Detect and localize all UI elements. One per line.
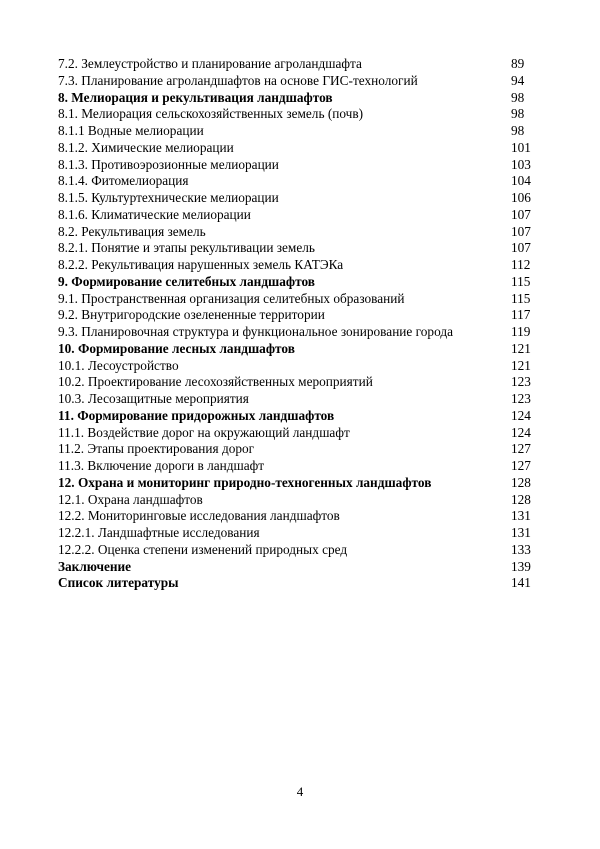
toc-entry-page: 89 [511,56,525,71]
toc-section-heading [58,341,536,358]
toc-entry-page: 101 [511,139,531,155]
toc-entry-title: Список литературы [58,575,179,591]
toc-entry [58,157,536,174]
toc-entry-title: 10.1. Лесоустройство [58,357,179,373]
toc-entry-title: 8.2. Рекультивация земель [58,223,206,239]
toc-entry-title: 8.1.3. Противоэрозионные мелиорации [58,156,279,172]
toc-entry-title: 8.1.6. Климатические мелиорации [58,206,251,222]
toc-entry [58,324,536,341]
toc-entry-title: 10.2. Проектирование лесохозяйственных мероприятий [58,374,373,390]
toc-entry [58,458,536,475]
toc-entry-title: 8.2.2. Рекультивация нарушенных земель КАТЭКа [58,257,344,272]
toc-entry [58,291,536,308]
toc-entry-page: 107 [511,223,531,239]
toc-entry [58,140,536,157]
toc-entry-title: 9.1. Пространственная организация селитебных образований [58,290,405,306]
toc-entry [58,391,536,408]
toc-entry-title: 12.2.1. Ландшафтные исследования [58,525,260,540]
toc-entry-page: 121 [511,340,531,356]
toc-entry [58,240,536,257]
toc-entry-title: 11.1. Воздействие дорог на окружающий ландшафт [58,424,350,440]
toc-entry-title: 11. Формирование придорожных ландшафтов [58,407,335,423]
toc-entry-page: 127 [511,458,531,473]
toc-entry-page: 124 [511,424,531,440]
toc-entry [58,542,536,559]
toc-section-heading [58,559,536,576]
toc-entry-page: 94 [511,72,525,88]
toc-entry-page: 131 [511,525,531,540]
toc-entry-page: 128 [511,491,531,507]
toc-entry [58,190,536,207]
toc-entry-page: 131 [511,508,531,524]
toc-entry [58,106,536,123]
toc-entry-title: 8. Мелиорация и рекультивация ландшафтов [58,89,333,105]
toc-entry [58,525,536,542]
toc-entry-title: 9. Формирование селитебных ландшафтов [58,273,315,289]
toc-entry [58,73,536,90]
toc-entry [58,307,536,324]
toc-entry-title: 12.1. Охрана ландшафтов [58,491,203,507]
toc-entry-title: 8.2.1. Понятие и этапы рекультивации земель [58,240,315,256]
toc-entry-title: Заключение [58,558,132,574]
toc-entry-page: 127 [511,441,531,457]
toc-entry-title: 12. Охрана и мониторинг природно-техногенных ландшафтов [58,474,432,490]
toc-entry-title: 10. Формирование лесных ландшафтов [58,340,295,356]
toc-entry [58,207,536,224]
toc-entry-page: 123 [511,374,531,390]
toc-entry-page: 141 [511,575,531,591]
toc-entry-title: 7.3. Планирование агроландшафтов на основе ГИС-технологий [58,72,418,88]
toc-entry-title: 9.3. Планировочная структура и функциональное зонирование города [58,324,453,339]
toc-entry [58,441,536,458]
toc-entry [58,257,536,274]
toc-entry-page: 98 [511,89,525,105]
toc-entry-page: 119 [511,324,531,339]
toc-entry-page: 115 [511,273,531,289]
toc-entry-title: 11.3. Включение дороги в ландшафт [58,458,265,473]
toc-entry-title: 9.2. Внутригородские озелененные территории [58,307,325,323]
toc-section-heading [58,90,536,107]
toc-entry [58,492,536,509]
toc-entry-page: 139 [511,558,531,574]
toc-entry-page: 107 [511,206,531,222]
toc-section-heading [58,475,536,492]
toc-entry-page: 103 [511,156,531,172]
toc-entry-page: 112 [511,257,531,272]
toc-entry-page: 124 [511,407,531,423]
toc-entry-page: 98 [511,123,525,138]
toc-entry-page: 123 [511,391,531,406]
table-of-contents [58,56,536,592]
toc-entry [58,173,536,190]
toc-entry-title: 8.1. Мелиорация сельскохозяйственных земель (почв) [58,106,364,122]
page-number: 4 [296,784,304,799]
toc-entry-page: 128 [511,474,531,490]
toc-entry-title: 12.2. Мониторинговые исследования ландшафтов [58,508,340,524]
toc-entry-page: 98 [511,106,525,122]
toc-entry-page: 121 [511,357,531,373]
toc-entry-page: 104 [511,173,531,189]
toc-entry [58,374,536,391]
toc-entry [58,56,536,73]
toc-entry-title: 8.1.2. Химические мелиорации [58,139,234,155]
toc-entry [58,123,536,140]
toc-entry-page: 107 [511,240,531,256]
toc-entry-title: 11.2. Этапы проектирования дорог [58,441,255,457]
toc-entry [58,425,536,442]
toc-entry-page: 115 [511,290,531,306]
toc-entry-title: 8.1.5. Культуртехнические мелиорации [58,190,279,205]
toc-entry-title: 10.3. Лесозащитные мероприятия [58,391,249,406]
toc-entry [58,358,536,375]
toc-entry-title: 7.2. Землеустройство и планирование агроландшафта [58,56,362,71]
toc-entry-page: 106 [511,190,531,205]
toc-entry-title: 8.1.4. Фитомелиорация [58,173,189,189]
toc-entry-page: 133 [511,541,531,557]
toc-entry [58,224,536,241]
toc-entry [58,508,536,525]
toc-entry-page: 117 [511,307,531,323]
toc-section-heading [58,274,536,291]
toc-entry-title: 12.2.2. Оценка степени изменений природных сред [58,541,348,557]
toc-section-heading [58,408,536,425]
toc-entry-title: 8.1.1 Водные мелиорации [58,123,204,138]
toc-section-heading [58,575,536,592]
